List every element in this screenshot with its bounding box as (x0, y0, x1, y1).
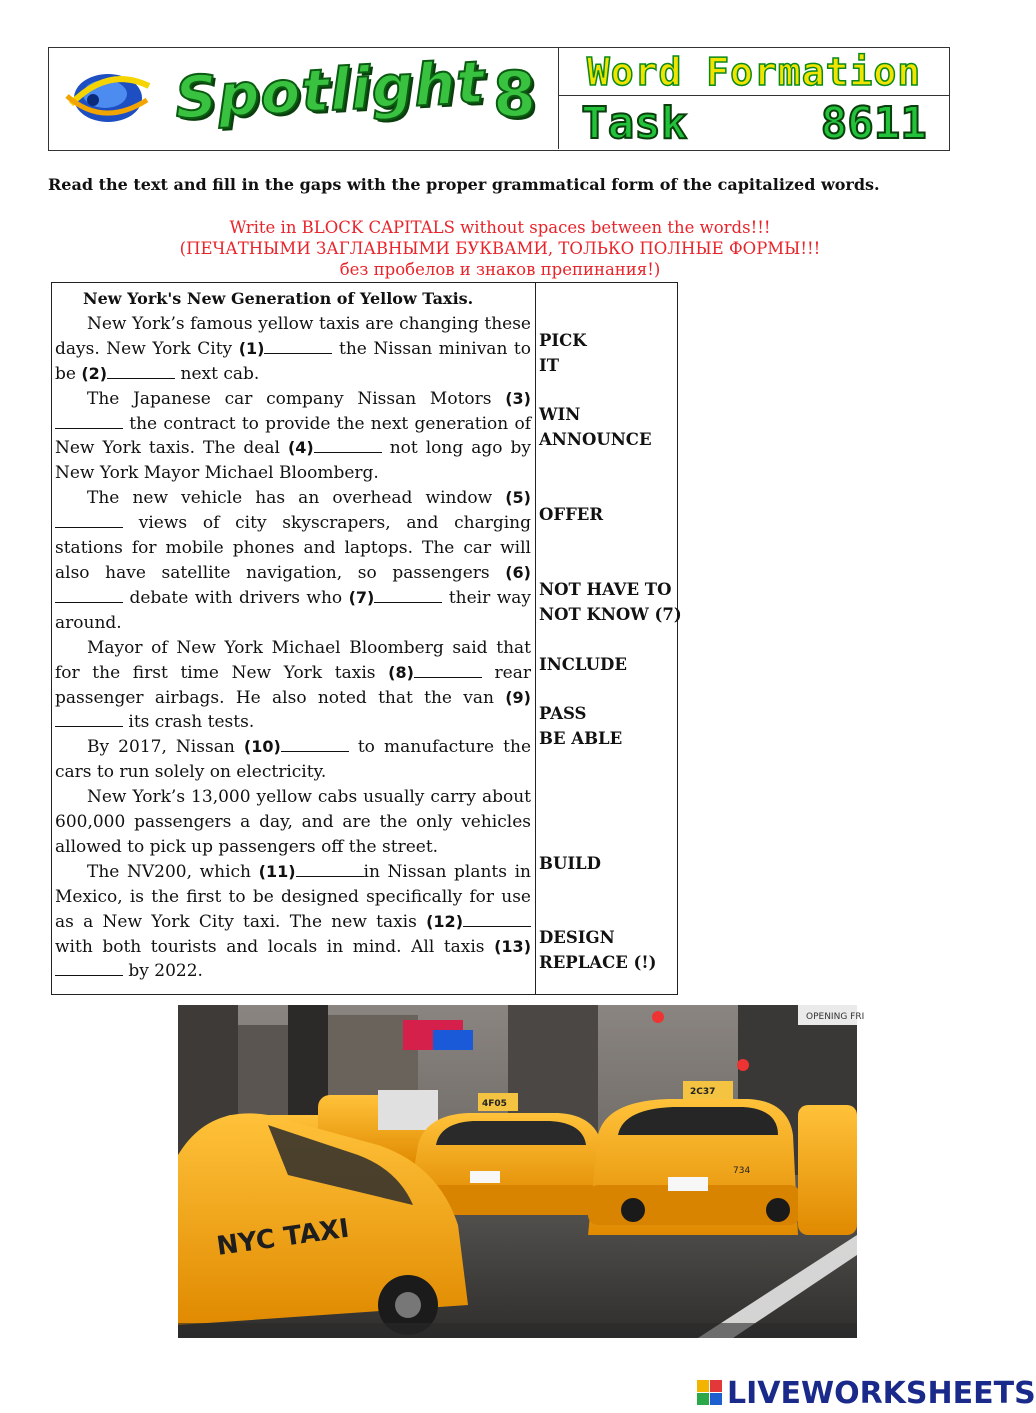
note-line-1: Write in BLOCK CAPITALS without spaces between the words!!! (229, 218, 771, 237)
roof-sign-center: 4F05 (482, 1099, 507, 1109)
taxi-street-illustration (178, 1005, 865, 1338)
keyword-12: DESIGN (539, 928, 615, 947)
keyword-8: INCLUDE (539, 655, 627, 674)
gap-7[interactable]: (7) (349, 588, 443, 607)
gap-2[interactable]: (2) (81, 364, 175, 383)
category-title: Word Formation (586, 50, 922, 94)
column-divider (535, 283, 536, 994)
gap-12[interactable]: (12) (426, 912, 531, 931)
gap-10[interactable]: (10) (244, 737, 349, 756)
gap-4[interactable]: (4) (288, 438, 382, 457)
keyword-13: REPLACE (!) (539, 953, 657, 972)
exercise-table (51, 282, 682, 995)
category-cell (559, 48, 949, 96)
gap-6[interactable]: (6) (55, 563, 531, 607)
keyword-7: NOT KNOW (7) (539, 605, 682, 624)
keyword-11: BUILD (539, 854, 601, 873)
gap-11[interactable]: (11) (259, 862, 364, 881)
paragraph-2: The Japanese car company Nissan Motors (3) the contract to provide the next generation of New York taxis. The deal (4) not long ago by New York Mayor Michael Bloomberg. (55, 388, 531, 484)
instruction-text: Read the text and fill in the gaps with the proper grammatical form of the capitalized words. (48, 175, 880, 194)
paragraph-6: New York’s 13,000 yellow cabs usually carry about 600,000 passengers a day, and are the only vehicles allowed to pick up passengers off the street. (55, 787, 531, 857)
keyword-5: OFFER (539, 505, 604, 524)
car-number-734: 734 (733, 1166, 751, 1176)
liveworksheets-logo[interactable] (697, 1376, 1036, 1412)
keyword-1: PICK (539, 331, 587, 350)
keyword-2: IT (539, 356, 559, 375)
passage (55, 287, 531, 984)
paragraph-1: New York’s famous yellow taxis are changing these days. New York City (1) the Nissan minivan to be (2) next cab. (55, 313, 531, 384)
brand-logo-text: Spotlight (173, 47, 487, 133)
sign-opening: OPENING FRI (806, 1012, 865, 1022)
nyc-taxi-logo-text: NYC TAXI (214, 1213, 352, 1262)
keyword-10: BE ABLE (539, 729, 623, 748)
keyword-4: ANNOUNCE (539, 430, 652, 449)
task-number: Task 8611 (581, 98, 927, 149)
brand-number: 8 (493, 58, 537, 131)
keyword-3: WIN (539, 405, 581, 424)
gap-3[interactable]: (3) (55, 389, 531, 433)
liveworksheets-icon (697, 1380, 723, 1408)
gap-9[interactable]: (9) (55, 688, 531, 732)
paragraph-3: The new vehicle has an overhead window (5) views of city skyscrapers, and charging stations for mobile phones and laptops. The car will also have satellite navigation, so passengers (6) debate with drivers who (7) their way around. (55, 488, 531, 633)
liveworksheets-text: LIVEWORKSHEETS (727, 1376, 1036, 1411)
taxi-photo (178, 1005, 865, 1338)
task-cell (559, 96, 949, 149)
globe-logo-icon (63, 66, 153, 126)
logo-cell (49, 48, 559, 149)
paragraph-7: The NV200, which (11) in Nissan plants in Mexico, is the first to be designed specifically for use as a New York City taxi. The new taxis (12) with both tourists and locals in mind. All taxis (13) by 2022. (55, 861, 531, 982)
worksheet-header (48, 47, 950, 151)
gap-5[interactable]: (5) (55, 488, 531, 532)
gap-8[interactable]: (8) (388, 663, 482, 682)
paragraph-4: Mayor of New York Michael Bloomberg said that for the first time New York taxis (8) rear passenger airbags. He also noted that the van (9) its crash tests. (55, 637, 531, 733)
note-line-3: без пробелов и знаков препинания!) (339, 260, 661, 279)
gap-13[interactable]: (13) (55, 937, 531, 981)
gap-1[interactable]: (1) (239, 339, 333, 358)
roof-sign-right: 2C37 (690, 1087, 716, 1097)
paragraph-5: By 2017, Nissan (10) to manufacture the cars to run solely on electricity. (55, 737, 531, 783)
keyword-9: PASS (539, 704, 587, 723)
keyword-6: NOT HAVE TO (539, 580, 672, 599)
note-line-2: (ПЕЧАТНЫМИ ЗАГЛАВНЫМИ БУКВАМИ, ТОЛЬКО ПОЛНЫЕ ФОРМЫ!!! (179, 239, 821, 258)
passage-title: New York's New Generation of Yellow Taxis. (83, 289, 474, 308)
